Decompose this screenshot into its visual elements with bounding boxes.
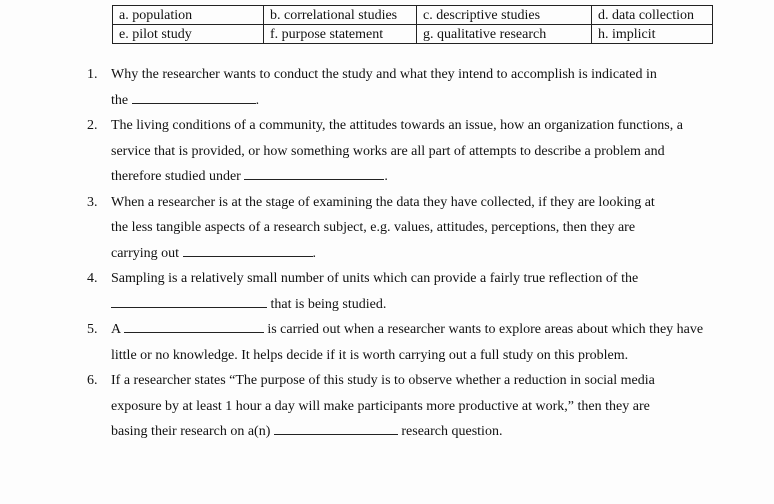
question-text: Why the researcher wants to conduct the study and what they intend to accomplish is indicated in xyxy=(111,67,657,82)
word-bank-row xyxy=(113,6,713,25)
question-text: research question. xyxy=(401,424,503,439)
answer-blank-2[interactable] xyxy=(244,165,384,180)
question-text: . xyxy=(384,169,388,184)
question-text: When a researcher is at the stage of examining the data they have collected, if they are looking at xyxy=(111,194,655,210)
question-text: Sampling is a relatively small number of units which can provide a fairly true reflection of the xyxy=(111,271,639,286)
word-bank-option: h. implicit xyxy=(592,25,713,44)
word-bank-row xyxy=(113,25,713,44)
question-text-line xyxy=(111,419,734,445)
question-text: A xyxy=(111,322,121,337)
question-text: If a researcher states “The purpose of this study is to observe whether a reduction in social media xyxy=(111,373,655,388)
question-text: exposure by at least 1 hour a day will make participants more productive at work,” then they are xyxy=(111,398,650,414)
question-number: 3. xyxy=(87,194,98,210)
word-bank-option: c. descriptive studies xyxy=(417,6,592,25)
question-text: service that is provided, or how something works are all part of attempts to describe a problem and xyxy=(111,143,665,159)
word-bank-option: g. qualitative research xyxy=(417,25,592,44)
question-text-line xyxy=(111,241,734,267)
question-text: is carried out when a researcher wants to explore areas about which they have xyxy=(267,322,704,337)
question-number: 6. xyxy=(87,373,98,388)
question-number: 2. xyxy=(87,118,98,133)
word-bank-option: a. population xyxy=(113,6,264,25)
question-text: the xyxy=(111,92,129,108)
word-bank-table xyxy=(112,5,713,44)
question-1 xyxy=(0,62,774,113)
question-text-line xyxy=(111,164,734,190)
question-4 xyxy=(0,266,774,317)
question-text: . xyxy=(312,245,317,261)
question-text: The living conditions of a community, the attitudes towards an issue, how an organization functions, a xyxy=(111,118,683,133)
question-number: 5. xyxy=(87,322,98,337)
word-bank-option: f. purpose statement xyxy=(264,25,417,44)
answer-blank-5[interactable] xyxy=(124,318,264,333)
question-text-line xyxy=(111,88,734,114)
question-5 xyxy=(0,317,774,368)
question-number: 1. xyxy=(87,67,98,82)
word-bank-option: d. data collection xyxy=(592,6,713,25)
answer-blank-4[interactable] xyxy=(111,293,267,308)
answer-blank-6[interactable] xyxy=(274,420,398,435)
question-text-line xyxy=(111,317,734,343)
word-bank-option: e. pilot study xyxy=(113,25,264,44)
question-text: therefore studied under xyxy=(111,169,241,184)
question-list xyxy=(0,62,774,445)
question-text: . xyxy=(255,92,260,108)
answer-blank-1[interactable] xyxy=(132,89,256,104)
question-text: carrying out xyxy=(111,245,180,261)
question-text: the less tangible aspects of a research subject, e.g. values, attitudes, perceptions, then they are xyxy=(111,220,636,235)
question-text-line xyxy=(111,292,734,318)
question-text: basing their research on a(n) xyxy=(111,424,271,439)
question-3 xyxy=(0,190,774,267)
question-2 xyxy=(0,113,774,190)
answer-blank-3[interactable] xyxy=(183,242,313,257)
word-bank-option: b. correlational studies xyxy=(264,6,417,25)
question-text: little or no knowledge. It helps decide if it is worth carrying out a full study on this problem. xyxy=(111,347,629,363)
question-6 xyxy=(0,368,774,445)
question-number: 4. xyxy=(87,271,98,286)
question-text: that is being studied. xyxy=(270,296,387,312)
